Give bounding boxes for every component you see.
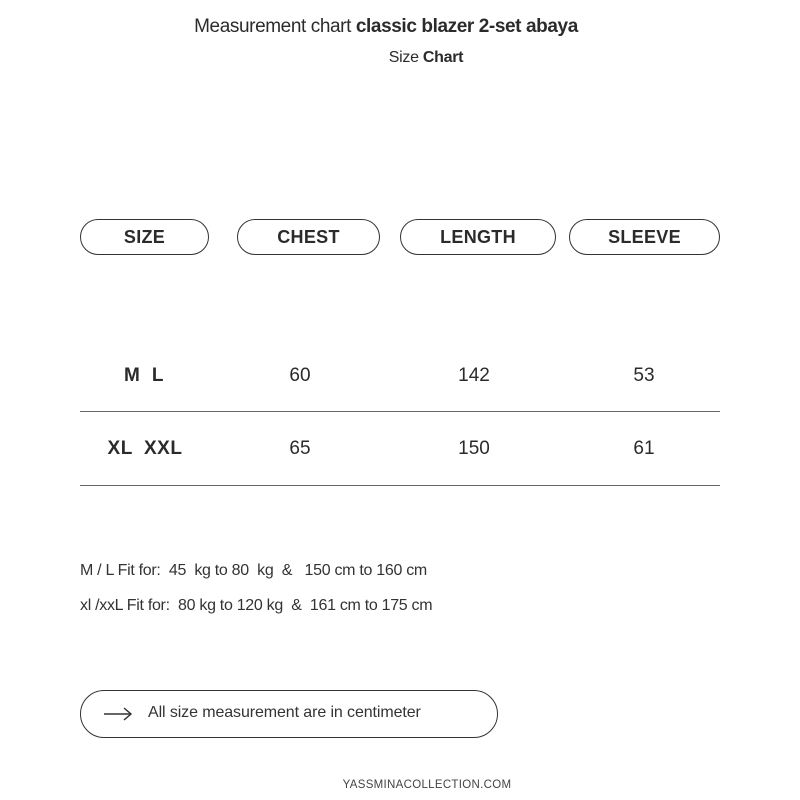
subtitle-prefix: Size [388, 49, 419, 66]
page-subtitle [0, 49, 800, 67]
length-cell: 142 [458, 365, 490, 386]
header-chest: CHEST [237, 219, 380, 255]
sleeve-cell: 53 [633, 365, 655, 386]
row-divider [80, 485, 720, 486]
size-cell: XL XXL [107, 438, 183, 459]
page-title [0, 16, 772, 38]
fit-note: M / L Fit for: 45 kg to 80 kg & 150 cm to 160 cm [80, 562, 427, 579]
header-sleeve: SLEEVE [569, 219, 720, 255]
header-size: SIZE [80, 219, 209, 255]
fit-note: xl /xxL Fit for: 80 kg to 120 kg & 161 cm to 175 cm [80, 597, 433, 614]
chest-cell: 65 [289, 438, 311, 459]
arrow-right-icon [103, 704, 133, 724]
subtitle-strong: Chart [422, 49, 464, 66]
row-divider [80, 411, 720, 412]
footer-site: YASSMINACOLLECTION.COM [342, 779, 512, 791]
size-cell: M L [124, 365, 164, 386]
note-text: All size measurement are in centimeter [148, 704, 421, 721]
header-length: LENGTH [400, 219, 556, 255]
chest-cell: 60 [289, 365, 311, 386]
sleeve-cell: 61 [633, 438, 655, 459]
measurement-note [80, 690, 498, 738]
title-prefix: Measurement chart [194, 16, 351, 37]
length-cell: 150 [458, 438, 490, 459]
product-name: classic blazer 2-set abaya [355, 16, 578, 37]
